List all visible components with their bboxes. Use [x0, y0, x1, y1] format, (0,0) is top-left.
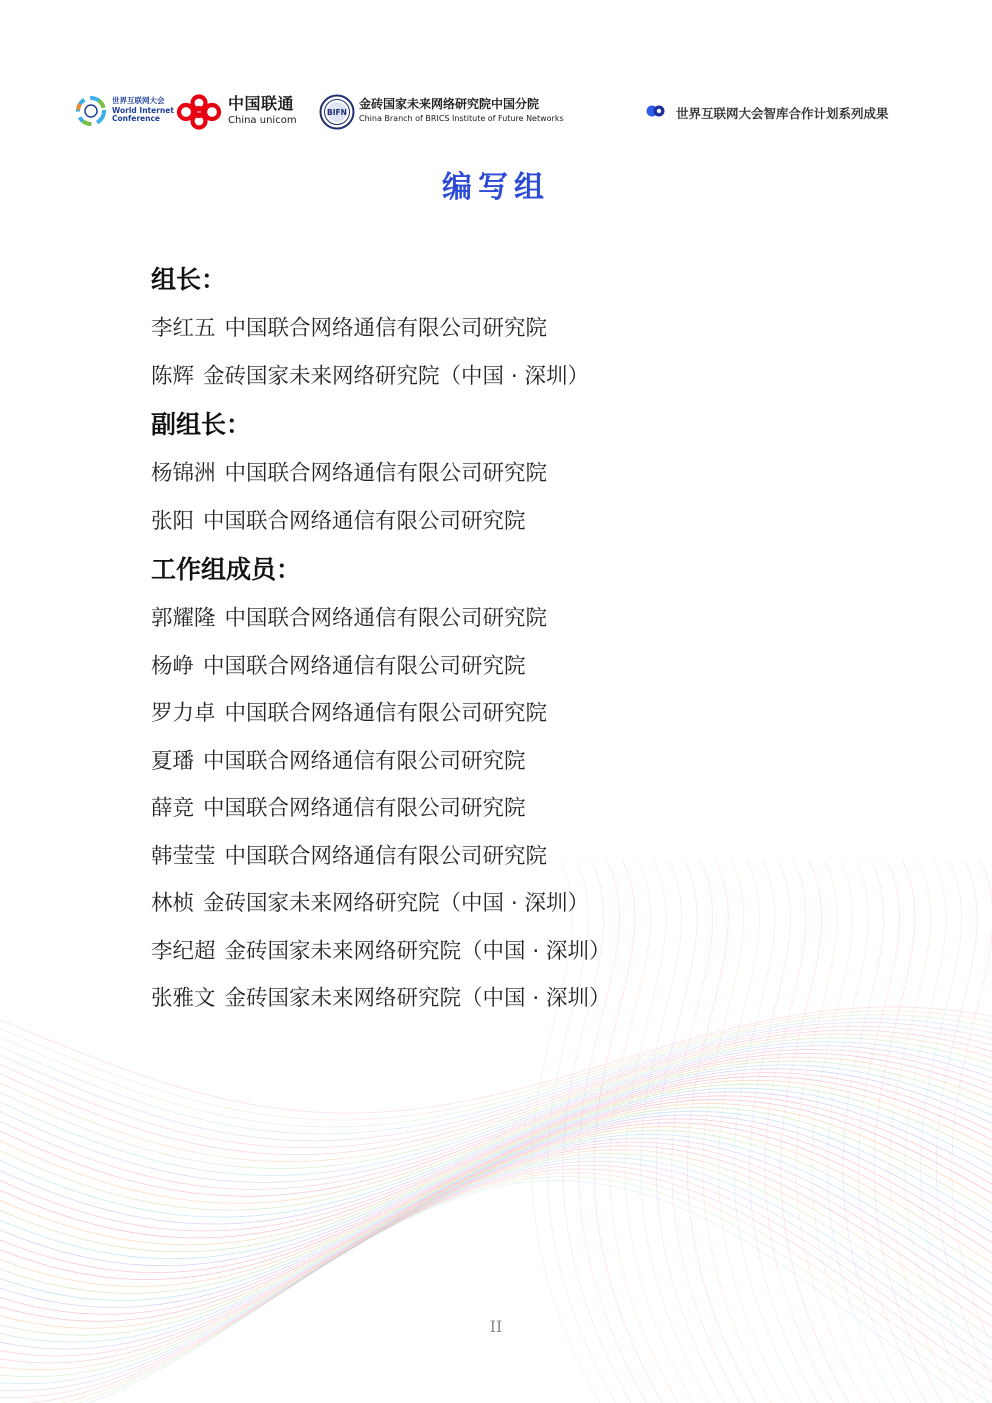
- member-name: 韩莹莹: [151, 843, 216, 869]
- member-row: [151, 498, 911, 546]
- member-row: [151, 643, 911, 691]
- wave-line: [0, 1019, 992, 1134]
- series-pill-icon: [646, 105, 666, 117]
- page-header: [0, 88, 992, 138]
- member-organization: 中国联合网络通信有限公司研究院: [224, 843, 548, 869]
- wave-line: [0, 1034, 992, 1162]
- member-row: [151, 785, 911, 833]
- member-row: [151, 975, 911, 1023]
- member-name: 薛竞: [151, 796, 195, 821]
- unicom-logo-cn: 中国联通: [228, 94, 295, 113]
- brics-logo-cn: 金砖国家未来网络研究院中国分院: [359, 97, 540, 111]
- member-row: [151, 928, 911, 976]
- brics-logo-en: China Branch of BRICS Institute of Future Networks: [359, 114, 564, 123]
- wic-logo-en-line1: World Internet: [112, 105, 174, 115]
- member-organization: 金砖国家未来网络研究院（中国 · 深圳）: [203, 891, 590, 916]
- member-name: 张阳: [151, 508, 195, 534]
- member-row: [151, 833, 911, 881]
- page-title: 编写组: [442, 170, 550, 205]
- member-organization: 中国联合网络通信有限公司研究院: [224, 461, 548, 486]
- section-heading: 工作组成员：: [151, 555, 302, 584]
- member-name: 李纪超: [151, 938, 216, 964]
- member-row: [151, 305, 911, 353]
- member-name: 林桢: [151, 891, 195, 916]
- member-organization: 金砖国家未来网络研究院（中国 · 深圳）: [203, 363, 590, 389]
- member-row: [151, 595, 911, 643]
- member-name: 李红五: [151, 316, 216, 341]
- wave-line: [0, 1161, 992, 1391]
- member-name: 杨峥: [151, 653, 195, 679]
- member-row: [151, 690, 911, 738]
- member-name: 张雅文: [151, 986, 216, 1011]
- wave-line: [0, 1026, 992, 1147]
- wave-line: [0, 1180, 992, 1403]
- brics-seal-icon: [319, 94, 355, 130]
- wic-logo-en-line2: Conference: [112, 114, 161, 123]
- member-row: [151, 880, 911, 928]
- series-label: 世界互联网大会智库合作计划系列成果: [676, 106, 889, 121]
- member-organization: 中国联合网络通信有限公司研究院: [203, 748, 526, 774]
- section-heading: 副组长：: [151, 410, 252, 439]
- wic-ring-icon: [74, 94, 108, 128]
- member-name: 郭耀隆: [151, 606, 216, 631]
- member-name: 杨锦洲: [151, 461, 216, 486]
- member-organization: 中国联合网络通信有限公司研究院: [224, 606, 548, 631]
- member-row: [151, 738, 911, 786]
- member-organization: 中国联合网络通信有限公司研究院: [203, 653, 526, 679]
- member-row: [151, 353, 911, 401]
- member-organization: 中国联合网络通信有限公司研究院: [224, 701, 548, 726]
- editorial-group-list: [151, 255, 911, 1023]
- wic-logo-cn: 世界互联网大会: [112, 96, 165, 105]
- member-organization: 中国联合网络通信有限公司研究院: [203, 508, 526, 534]
- member-name: 陈辉: [151, 363, 195, 389]
- page-number: II: [489, 1317, 503, 1336]
- member-name: 罗力卓: [151, 701, 216, 726]
- member-organization: 中国联合网络通信有限公司研究院: [203, 796, 526, 821]
- member-organization: 中国联合网络通信有限公司研究院: [224, 316, 548, 341]
- wave-line: [0, 1015, 992, 1127]
- brics-seal-text: BIFN: [327, 108, 347, 117]
- member-name: 夏璠: [151, 748, 195, 774]
- section-heading: 组长：: [151, 265, 227, 294]
- unicom-knot-icon: [175, 94, 223, 130]
- member-organization: 金砖国家未来网络研究院（中国 · 深圳）: [224, 986, 611, 1011]
- member-organization: 金砖国家未来网络研究院（中国 · 深圳）: [224, 938, 611, 964]
- unicom-logo-en: China unicom: [228, 115, 297, 126]
- member-row: [151, 450, 911, 498]
